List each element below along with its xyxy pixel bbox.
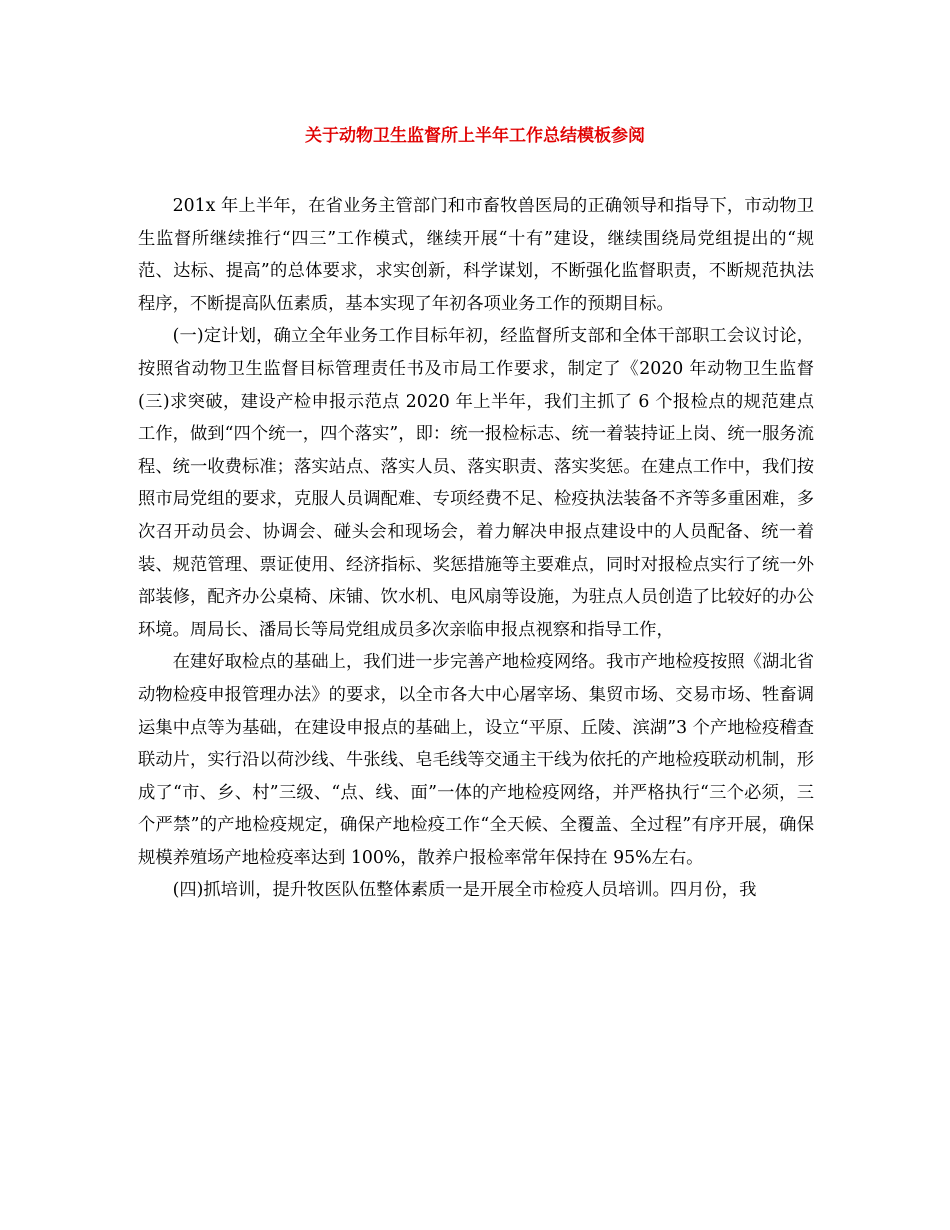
document-title: 关于动物卫生监督所上半年工作总结模板参阅 bbox=[305, 126, 645, 146]
paragraph-intro: 201x 年上半年，在省业务主管部门和市畜牧兽医局的正确领导和指导下，市动物卫生监督所继续推行“四三”工作模式，继续开展“十有”建设，继续围绕局党组提出的“规范、达标、提高”的总体要求，求实创新，科学谋划，不断强化监督职责，不断规范执法程序，不断提高队伍素质，基本实现了年初各项业务工作的预期目标。 bbox=[138, 196, 814, 314]
document-body bbox=[138, 190, 849, 907]
paragraph-plan-and-breakthrough: (一)定计划，确立全年业务工作目标年初，经监督所支部和全体干部职工会议讨论，按照省动物卫生监督目标管理责任书及市局工作要求，制定了《2020 年动物卫生监督 (三)求突破，建设产检申报示范点 2020 年上半年，我们主抓了 6 个报检点的规范建点工作，做到“四个统一，四个落实”，即：统一报检标志、统一着装持证上岗、统一服务流程、统一收费标准；落实站点、落实人员、落实职责、落实奖惩。在建点工作中，我们按照市局党组的要求，克服人员调配难、专项经费不足、检疫执法装备不齐等多重困难，多次召开动员会、协调会、碰头会和现场会，着力解决申报点建设中的人员配备、统一着装、规范管理、票证使用、经济指标、奖惩措施等主要难点，同时对报检点实行了统一外部装修，配齐办公桌椅、床铺、饮水机、电风扇等设施，为驻点人员创造了比较好的办公环境。周局长、潘局长等局党组成员多次亲临申报点视察和指导工作， bbox=[138, 326, 849, 640]
paragraph-training: (四)抓培训，提升牧医队伍整体素质一是开展全市检疫人员培训。四月份，我 bbox=[172, 880, 757, 901]
paragraph-quarantine-network: 在建好取检点的基础上，我们进一步完善产地检疫网络。我市产地检疫按照《湖北省动物检疫申报管理办法》的要求，以全市各大中心屠宰场、集贸市场、交易市场、牲畜调运集中点等为基础，在建设申报点的基础上，设立“平原、丘陵、滨湖”3 个产地检疫稽查联动片，实行沿以荷沙线、牛张线、皂毛线等交通主干线为依托的产地检疫联动机制，形成了“市、乡、村”三级、“点、线、面”一体的产地检疫网络，并严格执行“三个必须，三个严禁”的产地检疫规定，确保产地检疫工作“全天候、全覆盖、全过程”有序开展，确保规模养殖场产地检疫率达到 100%，散养户报检率常年保持在 95%左右。 bbox=[138, 652, 814, 868]
